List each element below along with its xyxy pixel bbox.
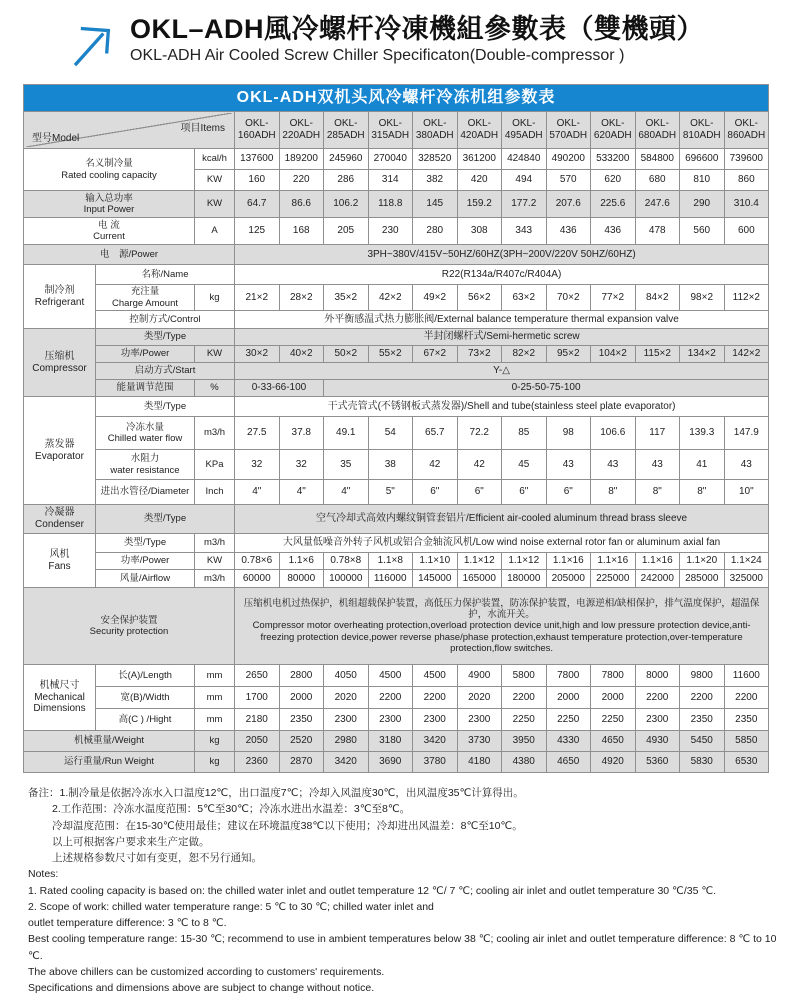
- value-cell: 77×2: [591, 285, 636, 311]
- model-header: OKL- 220ADH: [279, 112, 324, 149]
- value-cell: 5360: [635, 752, 680, 773]
- value-cell: 4500: [368, 665, 413, 687]
- value-cell: 247.6: [635, 191, 680, 218]
- corner-items-label: 项目Items: [180, 123, 225, 134]
- value-cell: 680: [635, 170, 680, 191]
- value-cell: 32: [279, 450, 324, 480]
- category-label: 机械尺寸 Mechanical Dimensions: [24, 665, 96, 731]
- value-cell: 8": [635, 480, 680, 505]
- row-label: 电 流 Current: [24, 218, 195, 245]
- value-cell: 620: [591, 170, 636, 191]
- value-cell: 2800: [279, 665, 324, 687]
- value-cell: 1.1×6: [279, 553, 324, 570]
- value-cell: 2300: [413, 709, 458, 731]
- value-cell: 大风量低噪音外转子风机或铝合金轴流风机/Low wind noise external rotor fan or aluminum axial fan: [235, 534, 769, 553]
- value-cell: 310.4: [724, 191, 769, 218]
- value-cell: 314: [368, 170, 413, 191]
- unit-label: KW: [195, 553, 235, 570]
- titles-block: [130, 14, 704, 65]
- value-cell: 4": [279, 480, 324, 505]
- value-cell: 35: [324, 450, 369, 480]
- value-cell: 2200: [724, 687, 769, 709]
- value-cell: 65.7: [413, 417, 458, 450]
- value-cell: 7800: [546, 665, 591, 687]
- note-line-zh: 上述规格参数尺寸如有变更，恕不另行通知。: [52, 852, 262, 865]
- row-label: 水阻力 water resistance: [96, 450, 195, 480]
- value-cell: 2650: [235, 665, 280, 687]
- value-cell: 38: [368, 450, 413, 480]
- value-cell: 4": [235, 480, 280, 505]
- value-cell: 285000: [680, 570, 725, 588]
- value-cell: 42×2: [368, 285, 413, 311]
- value-cell: 1.1×12: [502, 553, 547, 570]
- value-cell: 116000: [368, 570, 413, 588]
- value-cell: 189200: [279, 149, 324, 170]
- value-cell: 2200: [502, 687, 547, 709]
- model-header: OKL- 860ADH: [724, 112, 769, 149]
- value-cell: 1700: [235, 687, 280, 709]
- category-label: 蒸发器 Evaporator: [24, 397, 96, 505]
- value-cell: 739600: [724, 149, 769, 170]
- row-label: 类型/Type: [96, 329, 235, 346]
- row-label: 功率/Power: [96, 553, 195, 570]
- value-cell: 6": [457, 480, 502, 505]
- value-cell: 21×2: [235, 285, 280, 311]
- value-cell: 0.78×8: [324, 553, 369, 570]
- row-label: 电 源/Power: [24, 245, 235, 265]
- value-cell: 8000: [635, 665, 680, 687]
- note-line-en: Notes:: [28, 868, 59, 881]
- value-cell: 177.2: [502, 191, 547, 218]
- value-cell: 43: [591, 450, 636, 480]
- corner-cell: [24, 112, 235, 149]
- value-cell: 空气冷却式高效内螺纹铜管套铝片/Efficient air-cooled aluminum thread brass sleeve: [235, 505, 769, 534]
- value-cell: 49.1: [324, 417, 369, 450]
- value-cell: 420: [457, 170, 502, 191]
- value-cell: 0-25-50-75-100: [324, 380, 769, 397]
- notes-block: [28, 785, 780, 996]
- value-cell: 37.8: [279, 417, 324, 450]
- value-cell: 286: [324, 170, 369, 191]
- value-cell: 1.1×10: [413, 553, 458, 570]
- value-cell: 5": [368, 480, 413, 505]
- value-cell: 8": [680, 480, 725, 505]
- value-cell: 230: [368, 218, 413, 245]
- value-cell: 533200: [591, 149, 636, 170]
- value-cell: 43: [724, 450, 769, 480]
- row-label: 机械重量/Weight: [24, 731, 195, 752]
- value-cell: 6": [502, 480, 547, 505]
- value-cell: 64.7: [235, 191, 280, 218]
- row-label: 充注量 Charge Amount: [96, 285, 195, 311]
- value-cell: 43: [546, 450, 591, 480]
- value-cell: 4500: [413, 665, 458, 687]
- value-cell: R22(R134a/R407c/R404A): [235, 265, 769, 285]
- value-cell: 2980: [324, 731, 369, 752]
- row-label: 功率/Power: [96, 346, 195, 363]
- value-cell: 1.1×16: [546, 553, 591, 570]
- value-cell: 145: [413, 191, 458, 218]
- value-cell: 6": [413, 480, 458, 505]
- value-cell: 225000: [591, 570, 636, 588]
- value-cell: 494: [502, 170, 547, 191]
- value-cell: 270040: [368, 149, 413, 170]
- unit-label: KW: [195, 346, 235, 363]
- note-line-en: Best cooling temperature range: 15-30 ℃; recommend to use in ambient temperatures below 38 ℃; cooling air inlet and outlet temperature difference: 8 ℃ to 10 ℃.: [28, 933, 777, 962]
- value-cell: 41: [680, 450, 725, 480]
- value-cell: 560: [680, 218, 725, 245]
- value-cell: 27.5: [235, 417, 280, 450]
- row-label: 高(C ) /Hight: [96, 709, 195, 731]
- value-cell: 55×2: [368, 346, 413, 363]
- value-cell: 382: [413, 170, 458, 191]
- unit-label: mm: [195, 665, 235, 687]
- value-cell: 696600: [680, 149, 725, 170]
- value-cell: 280: [413, 218, 458, 245]
- row-label: 安全保护装置 Security protection: [24, 588, 235, 665]
- value-cell: 42: [457, 450, 502, 480]
- value-cell: 436: [546, 218, 591, 245]
- value-cell: 2360: [235, 752, 280, 773]
- row-label: 输入总功率 Input Power: [24, 191, 195, 218]
- value-cell: 584800: [635, 149, 680, 170]
- value-cell: 478: [635, 218, 680, 245]
- page: [0, 14, 790, 995]
- value-cell: 4930: [635, 731, 680, 752]
- value-cell: 70×2: [546, 285, 591, 311]
- value-cell: 2200: [368, 687, 413, 709]
- model-header: OKL- 285ADH: [324, 112, 369, 149]
- unit-label: m3/h: [195, 570, 235, 588]
- unit-label: Inch: [195, 480, 235, 505]
- value-cell: 3730: [457, 731, 502, 752]
- value-cell: 0.78×6: [235, 553, 280, 570]
- value-cell: 308: [457, 218, 502, 245]
- value-cell: 1.1×20: [680, 553, 725, 570]
- value-cell: 6": [546, 480, 591, 505]
- value-cell: 242000: [635, 570, 680, 588]
- value-cell: 42: [413, 450, 458, 480]
- value-cell: 205: [324, 218, 369, 245]
- value-cell: 2520: [279, 731, 324, 752]
- value-cell: 9800: [680, 665, 725, 687]
- value-cell: 1.1×16: [635, 553, 680, 570]
- value-cell: 5850: [724, 731, 769, 752]
- value-cell: 2300: [324, 709, 369, 731]
- category-label: 压缩机 Compressor: [24, 329, 96, 397]
- unit-label: KPa: [195, 450, 235, 480]
- value-cell: 50×2: [324, 346, 369, 363]
- page-title-en: OKL-ADH Air Cooled Screw Chiller Specificaton(Double-compressor ): [130, 47, 625, 65]
- category-label: 风机 Fans: [24, 534, 96, 588]
- value-cell: 3690: [368, 752, 413, 773]
- value-cell: 160: [235, 170, 280, 191]
- row-label: 类型/Type: [96, 534, 195, 553]
- unit-label: kg: [195, 752, 235, 773]
- note-line-zh: 2.工作范围：冷冻水温度范围：5℃至30℃；冷冻水进出水温差：3℃至8℃。: [52, 803, 411, 816]
- value-cell: 1.1×16: [591, 553, 636, 570]
- value-cell: 118.8: [368, 191, 413, 218]
- row-label: 长(A)/Length: [96, 665, 195, 687]
- category-label: 冷凝器 Condenser: [24, 505, 96, 534]
- row-label: 类型/Type: [96, 505, 235, 534]
- value-cell: 2300: [368, 709, 413, 731]
- spec-table: [23, 84, 769, 773]
- value-cell: 2020: [324, 687, 369, 709]
- value-cell: 2000: [591, 687, 636, 709]
- value-cell: 外平衡感温式热力膨胀阀/External balance temperature thermal expansion valve: [235, 311, 769, 329]
- model-header: OKL- 380ADH: [413, 112, 458, 149]
- value-cell: 2000: [279, 687, 324, 709]
- value-cell: 82×2: [502, 346, 547, 363]
- unit-label: KW: [195, 191, 235, 218]
- value-cell: 1.1×12: [457, 553, 502, 570]
- value-cell: 2200: [635, 687, 680, 709]
- value-cell: 145000: [413, 570, 458, 588]
- value-cell: 43: [635, 450, 680, 480]
- unit-label: m3/h: [195, 534, 235, 553]
- note-line-en: outlet temperature difference: 3 ℃ to 8 ℃.: [28, 917, 227, 930]
- value-cell: 205000: [546, 570, 591, 588]
- unit-label: m3/h: [195, 417, 235, 450]
- model-header: OKL- 620ADH: [591, 112, 636, 149]
- value-cell: 2200: [680, 687, 725, 709]
- value-cell: 159.2: [457, 191, 502, 218]
- value-cell: 112×2: [724, 285, 769, 311]
- note-line-en: Specifications and dimensions above are subject to change without notice.: [28, 982, 375, 995]
- row-label: 能量调节范围: [96, 380, 195, 397]
- value-cell: 290: [680, 191, 725, 218]
- value-cell: 2350: [724, 709, 769, 731]
- value-cell: 325000: [724, 570, 769, 588]
- row-label: 名称/Name: [96, 265, 235, 285]
- unit-label: kcal/h: [195, 149, 235, 170]
- value-cell: 0-33-66-100: [235, 380, 324, 397]
- value-cell: 137600: [235, 149, 280, 170]
- row-label: 控制方式/Control: [96, 311, 235, 329]
- value-cell: 570: [546, 170, 591, 191]
- note-line-zh: 冷却温度范围：在15-30℃使用最佳；建议在环境温度38℃以下使用；冷却进出风温差：8℃至10℃。: [52, 819, 523, 832]
- row-label: 名义制冷量 Rated cooling capacity: [24, 149, 195, 191]
- value-cell: 2300: [457, 709, 502, 731]
- value-cell: 4330: [546, 731, 591, 752]
- note-line-zh: 备注：1.制冷量是依据冷冻水入口温度12℃，出口温度7℃；冷却入风温度30℃，出风温度35℃计算得出。: [28, 787, 524, 799]
- value-cell: 72.2: [457, 417, 502, 450]
- unit-label: kg: [195, 285, 235, 311]
- value-cell: 180000: [502, 570, 547, 588]
- value-cell: 117: [635, 417, 680, 450]
- row-label: 启动方式/Start: [96, 363, 235, 380]
- unit-label: %: [195, 380, 235, 397]
- value-cell: 424840: [502, 149, 547, 170]
- value-cell: 810: [680, 170, 725, 191]
- value-cell: 半封闭螺杆式/Semi-hermetic screw: [235, 329, 769, 346]
- value-cell: 5450: [680, 731, 725, 752]
- value-cell: 11600: [724, 665, 769, 687]
- note-line-en: The above chillers can be customized according to customers' requirements.: [28, 965, 385, 978]
- value-cell: 98: [546, 417, 591, 450]
- model-header: OKL- 570ADH: [546, 112, 591, 149]
- unit-label: KW: [195, 170, 235, 191]
- row-label: 冷冻水量 Chilled water flow: [96, 417, 195, 450]
- value-cell: 4900: [457, 665, 502, 687]
- value-cell: 2020: [457, 687, 502, 709]
- value-cell: 1.1×8: [368, 553, 413, 570]
- row-label: 进出水管径/Diameter: [96, 480, 195, 505]
- value-cell: 436: [591, 218, 636, 245]
- value-cell: 3950: [502, 731, 547, 752]
- unit-label: mm: [195, 687, 235, 709]
- value-cell: 1.1×24: [724, 553, 769, 570]
- value-cell: 3PH~380V/415V~50HZ/60HZ(3PH~200V/220V 50HZ/60HZ): [235, 245, 769, 265]
- unit-label: mm: [195, 709, 235, 731]
- value-cell: 干式壳管式(不锈钢板式蒸发器)/Shell and tube(stainless steel plate evaporator): [235, 397, 769, 417]
- security-text: 压缩机电机过热保护，机组超载保护装置，高低压力保护装置，防冻保护装置，电源逆相/缺相保护，排气温度保护，超温保护，水流开关。 Compressor motor overheating protection,overload protection device unit,high and low pressure protection device,anti-freezing protection device,power reverse phase/phase protection,exhaust temperature protection,over-temperature protection,flow switches.: [235, 588, 769, 665]
- value-cell: 4380: [502, 752, 547, 773]
- model-header: OKL- 495ADH: [502, 112, 547, 149]
- model-header: OKL- 680ADH: [635, 112, 680, 149]
- value-cell: 56×2: [457, 285, 502, 311]
- value-cell: 142×2: [724, 346, 769, 363]
- value-cell: 106.6: [591, 417, 636, 450]
- value-cell: 4650: [546, 752, 591, 773]
- value-cell: 84×2: [635, 285, 680, 311]
- value-cell: 54: [368, 417, 413, 450]
- value-cell: 4180: [457, 752, 502, 773]
- value-cell: 5830: [680, 752, 725, 773]
- value-cell: 40×2: [279, 346, 324, 363]
- value-cell: 220: [279, 170, 324, 191]
- value-cell: 4920: [591, 752, 636, 773]
- value-cell: 67×2: [413, 346, 458, 363]
- value-cell: 80000: [279, 570, 324, 588]
- model-header: OKL- 160ADH: [235, 112, 280, 149]
- model-header: OKL- 810ADH: [680, 112, 725, 149]
- value-cell: 2050: [235, 731, 280, 752]
- page-title-zh: OKL–ADH風冷螺杆冷凍機組參數表（雙機頭）: [130, 14, 705, 44]
- value-cell: 328520: [413, 149, 458, 170]
- unit-label: A: [195, 218, 235, 245]
- model-header: OKL- 420ADH: [457, 112, 502, 149]
- value-cell: 134×2: [680, 346, 725, 363]
- value-cell: 5800: [502, 665, 547, 687]
- note-line-zh: 以上可根据客户要求来生产定做。: [52, 835, 210, 848]
- value-cell: 343: [502, 218, 547, 245]
- value-cell: 3420: [413, 731, 458, 752]
- value-cell: 2200: [413, 687, 458, 709]
- value-cell: 165000: [457, 570, 502, 588]
- value-cell: 8": [591, 480, 636, 505]
- value-cell: 125: [235, 218, 280, 245]
- value-cell: 10": [724, 480, 769, 505]
- value-cell: 7800: [591, 665, 636, 687]
- value-cell: 95×2: [546, 346, 591, 363]
- value-cell: 28×2: [279, 285, 324, 311]
- table-title: OKL-ADH双机头风冷螺杆冷冻机组参数表: [24, 85, 769, 112]
- brand-header: [70, 14, 790, 72]
- value-cell: 35×2: [324, 285, 369, 311]
- category-label: 制冷剂 Refrigerant: [24, 265, 96, 329]
- value-cell: 6530: [724, 752, 769, 773]
- value-cell: 2180: [235, 709, 280, 731]
- row-label: 类型/Type: [96, 397, 235, 417]
- value-cell: 2000: [546, 687, 591, 709]
- corner-model-label: 型号Model: [32, 133, 80, 145]
- value-cell: 490200: [546, 149, 591, 170]
- arrow-up-right-icon: [70, 20, 120, 72]
- value-cell: 207.6: [546, 191, 591, 218]
- value-cell: 361200: [457, 149, 502, 170]
- value-cell: 2250: [502, 709, 547, 731]
- model-header: OKL- 315ADH: [368, 112, 413, 149]
- value-cell: 147.9: [724, 417, 769, 450]
- value-cell: 86.6: [279, 191, 324, 218]
- value-cell: 2350: [680, 709, 725, 731]
- value-cell: 73×2: [457, 346, 502, 363]
- value-cell: 4050: [324, 665, 369, 687]
- value-cell: 49×2: [413, 285, 458, 311]
- note-line-en: 2. Scope of work: chilled water temperature range: 5 ℃ to 30 ℃; chilled water inlet and: [28, 900, 434, 913]
- value-cell: 139.3: [680, 417, 725, 450]
- value-cell: Y-△: [235, 363, 769, 380]
- value-cell: 2350: [279, 709, 324, 731]
- value-cell: 2250: [546, 709, 591, 731]
- value-cell: 85: [502, 417, 547, 450]
- value-cell: 4": [324, 480, 369, 505]
- value-cell: 104×2: [591, 346, 636, 363]
- value-cell: 3180: [368, 731, 413, 752]
- value-cell: 600: [724, 218, 769, 245]
- row-label: 宽(B)/Width: [96, 687, 195, 709]
- value-cell: 860: [724, 170, 769, 191]
- unit-label: kg: [195, 731, 235, 752]
- value-cell: 106.2: [324, 191, 369, 218]
- value-cell: 32: [235, 450, 280, 480]
- value-cell: 63×2: [502, 285, 547, 311]
- value-cell: 2250: [591, 709, 636, 731]
- value-cell: 98×2: [680, 285, 725, 311]
- value-cell: 30×2: [235, 346, 280, 363]
- row-label: 风量/Airflow: [96, 570, 195, 588]
- value-cell: 168: [279, 218, 324, 245]
- value-cell: 4650: [591, 731, 636, 752]
- value-cell: 115×2: [635, 346, 680, 363]
- value-cell: 245960: [324, 149, 369, 170]
- value-cell: 3780: [413, 752, 458, 773]
- value-cell: 225.6: [591, 191, 636, 218]
- value-cell: 3420: [324, 752, 369, 773]
- note-line-en: 1. Rated cooling capacity is based on: the chilled water inlet and outlet temperature 12 ℃/ 7 ℃; cooling air inlet and outlet temperature 30 ℃/35 ℃.: [28, 884, 717, 897]
- value-cell: 2300: [635, 709, 680, 731]
- value-cell: 2870: [279, 752, 324, 773]
- row-label: 运行重量/Run Weight: [24, 752, 195, 773]
- value-cell: 100000: [324, 570, 369, 588]
- value-cell: 60000: [235, 570, 280, 588]
- value-cell: 45: [502, 450, 547, 480]
